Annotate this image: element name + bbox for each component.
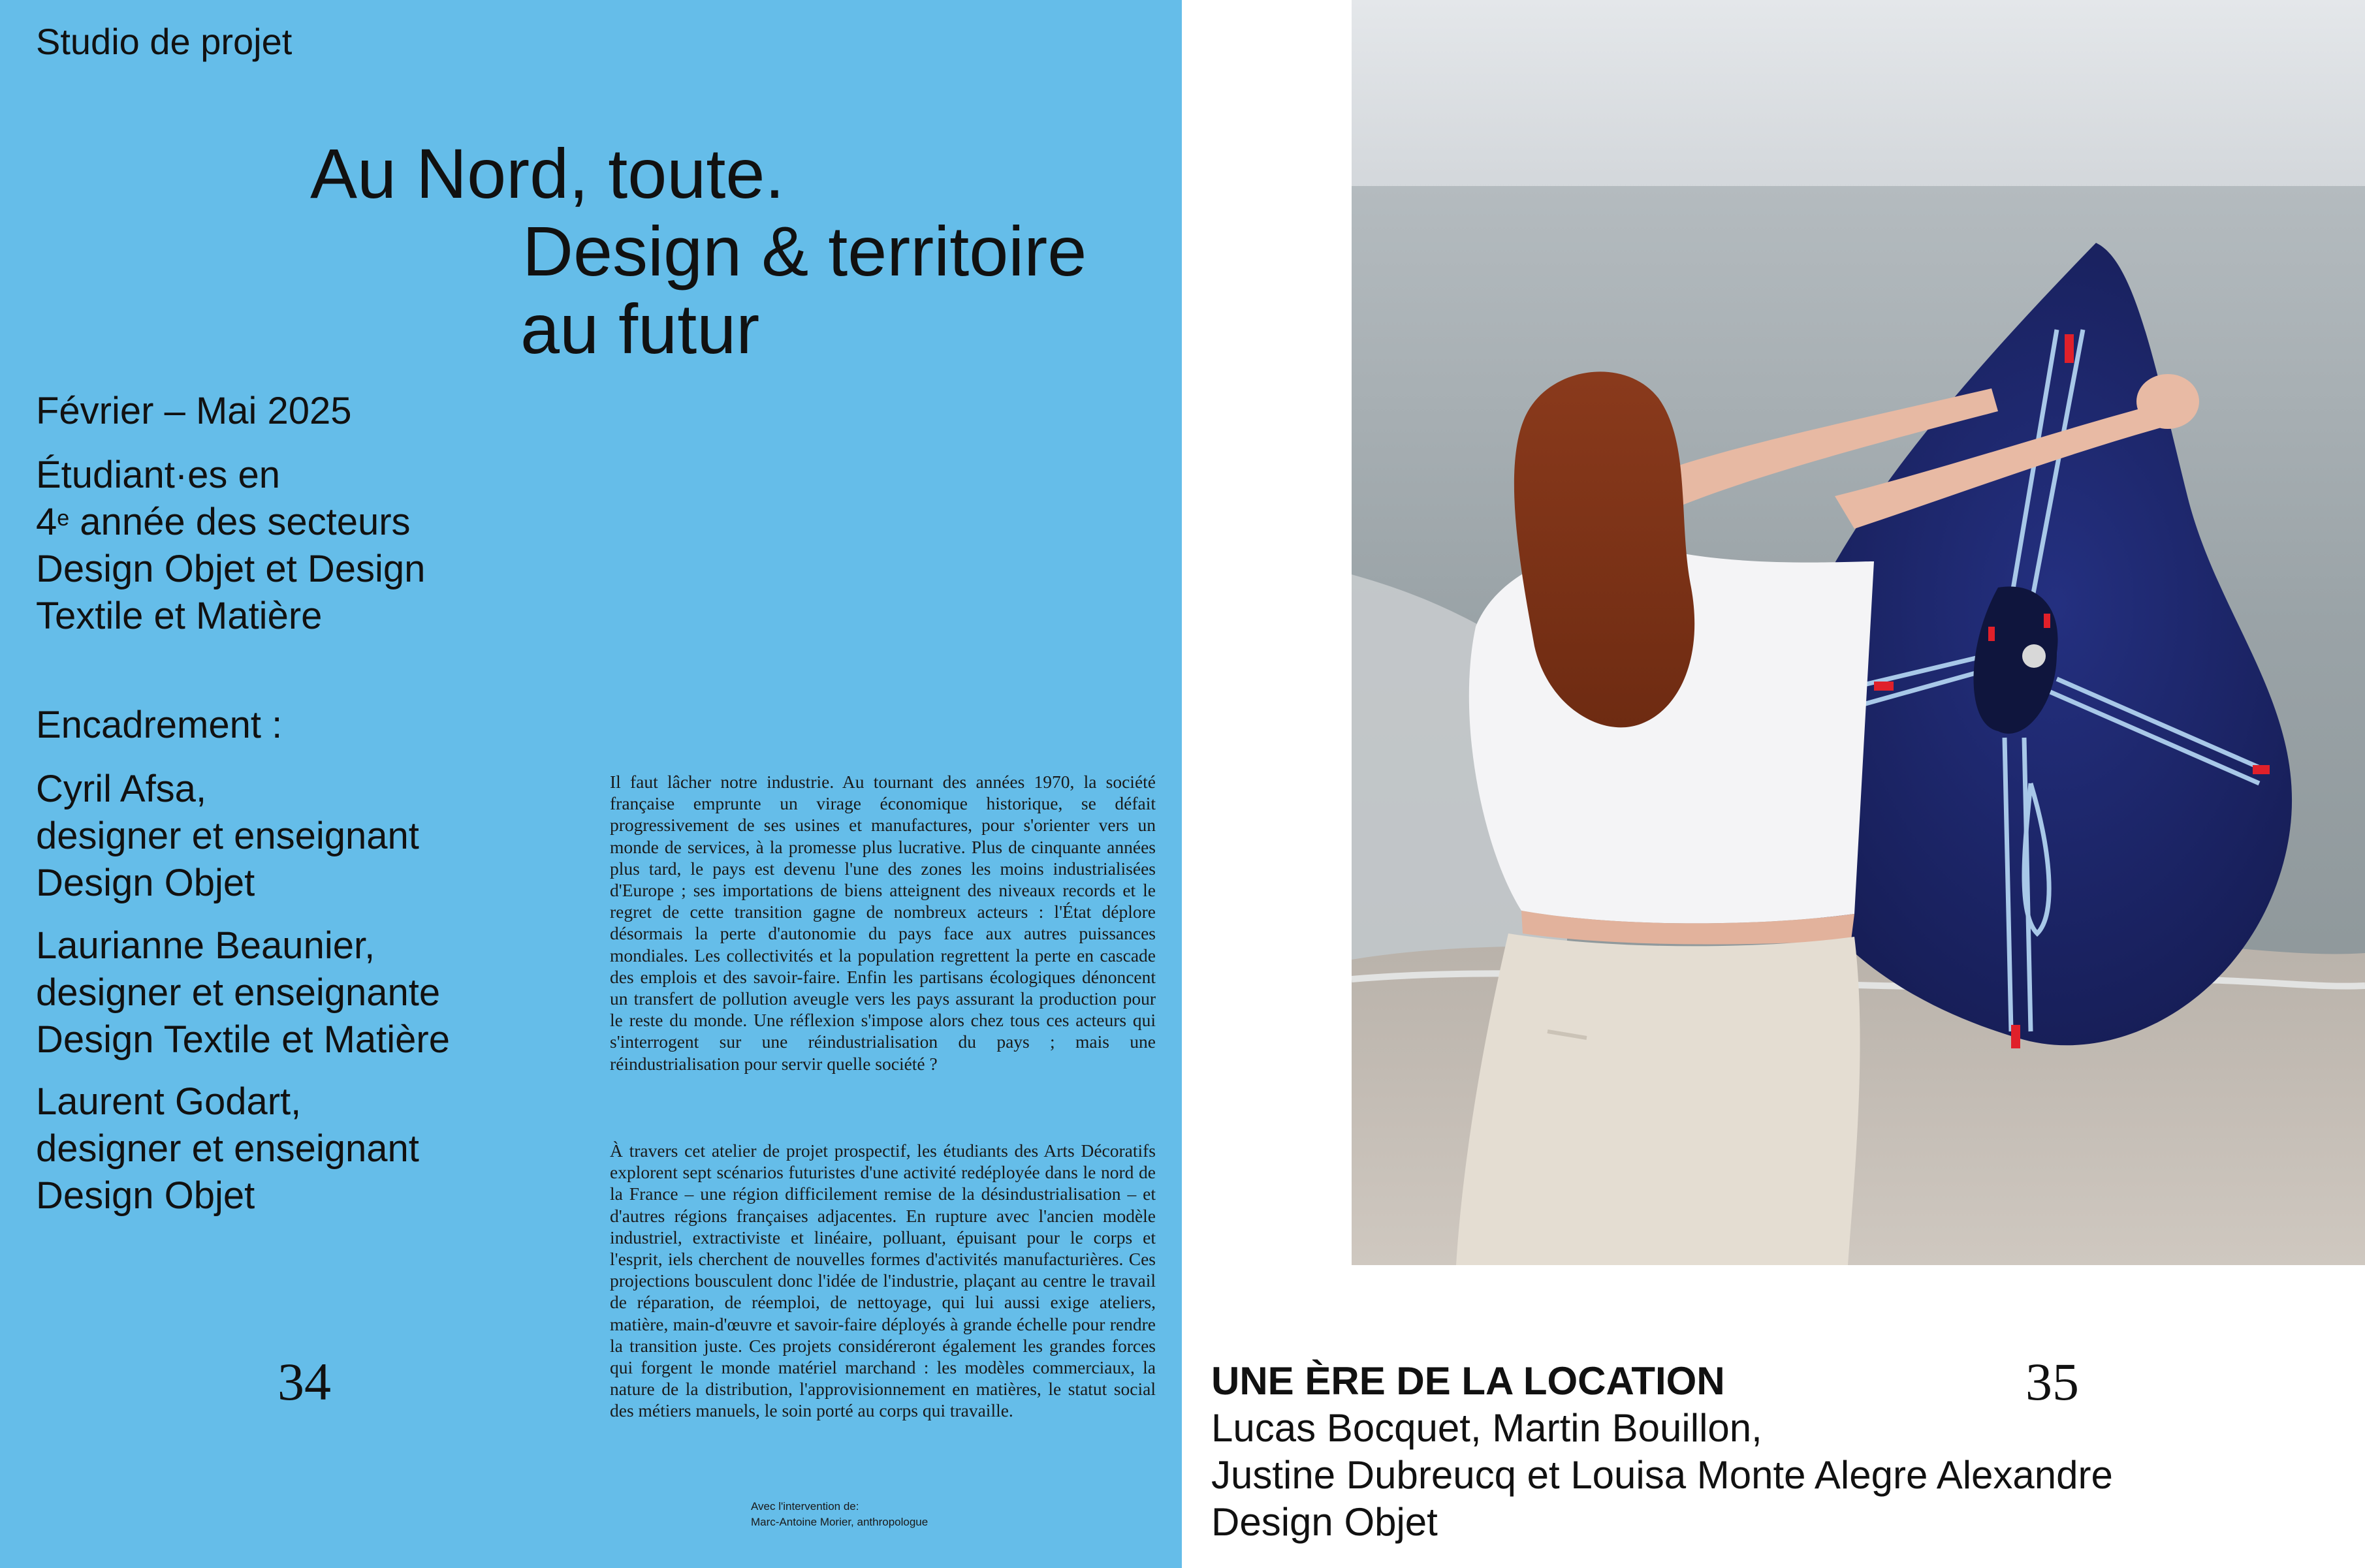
credit-line-1: Avec l'intervention de: — [751, 1500, 859, 1513]
beige-trousers — [1456, 933, 1860, 1265]
supervisor-3 — [36, 1078, 419, 1219]
title-line-1: Au Nord, toute. — [310, 134, 785, 213]
title-line-3: au futur — [520, 289, 760, 368]
project-authors-line-1: Lucas Bocquet, Martin Bouillon, — [1211, 1406, 1762, 1450]
sky — [1352, 0, 2365, 189]
beach-photo — [1352, 0, 2365, 1265]
hub-button — [2022, 644, 2046, 668]
supervisor-2 — [36, 922, 450, 1063]
project-department: Design Objet — [1211, 1500, 1438, 1544]
left-page — [0, 0, 1182, 1568]
supervisor-department: Design Textile et Matière — [36, 1018, 451, 1061]
students-info — [36, 452, 425, 640]
dates: Février – Mai 2025 — [36, 390, 352, 432]
title-line-2: Design & territoire — [522, 212, 1087, 290]
supervisor-name: Laurent Godart, — [36, 1080, 302, 1123]
section-label: Studio de projet — [36, 21, 293, 62]
supervisor-department: Design Objet — [36, 862, 255, 904]
hand — [2136, 374, 2199, 429]
supervisor-name: Laurianne Beaunier, — [36, 924, 375, 967]
right-page — [1182, 0, 2365, 1568]
students-line-2 — [36, 499, 425, 546]
supervisor-1 — [36, 766, 419, 907]
project-authors-line-2: Justine Dubreucq et Louisa Monte Alegre Alexandre — [1211, 1453, 2113, 1497]
students-line-4: Textile et Matière — [36, 595, 323, 637]
supervisor-department: Design Objet — [36, 1174, 255, 1217]
supervisor-role: designer et enseignante — [36, 971, 441, 1014]
credit-line-2: Marc-Antoine Morier, anthropologue — [751, 1516, 929, 1528]
page-number-right: 35 — [2025, 1352, 2079, 1411]
supervisor-role: designer et enseignant — [36, 815, 419, 857]
supervisor-name: Cyril Afsa, — [36, 768, 207, 810]
year-number: 4 — [36, 501, 57, 543]
page-number-left: 34 — [278, 1352, 331, 1411]
intervention-credit — [751, 1499, 928, 1530]
students-line-2-rest: année des secteurs — [69, 501, 411, 543]
supervisor-role: designer et enseignant — [36, 1127, 419, 1170]
students-line-1: Étudiant·es en — [36, 454, 281, 496]
students-line-3: Design Objet et Design — [36, 548, 426, 590]
project-title: UNE ÈRE DE LA LOCATION — [1211, 1359, 1725, 1403]
body-paragraph-2: À travers cet atelier de projet prospectif, les étudiants des Arts Décoratifs explorent sept scénarios futuristes d'une activité redéployée dans le nord de la France – une région difficilement remise de la désindustrialisation – et d'autres régions françaises adjacentes. En rupture avec l'ancien modèle industriel, extractiviste et linéaire, polluant, épuisant pour le corps et l'esprit, iels cherchent de nouvelles formes d'activités manufacturières. Ces projections bousculent donc l'idée de l'industrie, plaçant au centre le travail de réparation, de réemploi, de nettoyage, qui lui aussi exige ateliers, matière, main-d'œuvre et savoir-faire déployés à grande échelle pour rendre la transition juste. Ces projets considéreront également les grandes forces qui forgent le monde matériel marchand : les modèles commerciaux, la nature de la distribution, l'approvisionnement en matières, le statut social des métiers manuels, le soin porté au corps qui travaille. — [610, 1140, 1156, 1421]
body-paragraph-1: Il faut lâcher notre industrie. Au tournant des années 1970, la société française emprunte un virage économique historique, se défait progressivement de ses usines et manufactures, pour s'orienter vers un monde de services, à la promesse plus lucrative. Plus de cinquante années plus tard, le pays est devenu l'une des zones les moins industrialisées d'Europe ; ses importations de biens atteignent des niveaux records et le regret de cette transition gagne de nombreux acteurs : l'État déplore désormais la perte d'autonomie du pays face aux autres puissances mondiales. Les collectivités et la population regrettent la perte en cascade des emplois et des savoir-faire. Enfin les partisans écologiques dénoncent un transfert de pollution aveugle vers les pays assurant la production pour le reste du monde. Une réflexion s'impose alors chez tous ces acteurs qui s'interrogent sur une réindustrialisation du pays ; mais une réindustrialisation pour servir quelle société ? — [610, 772, 1156, 1074]
year-ordinal: e — [57, 506, 70, 531]
supervision-label: Encadrement : — [36, 704, 283, 746]
